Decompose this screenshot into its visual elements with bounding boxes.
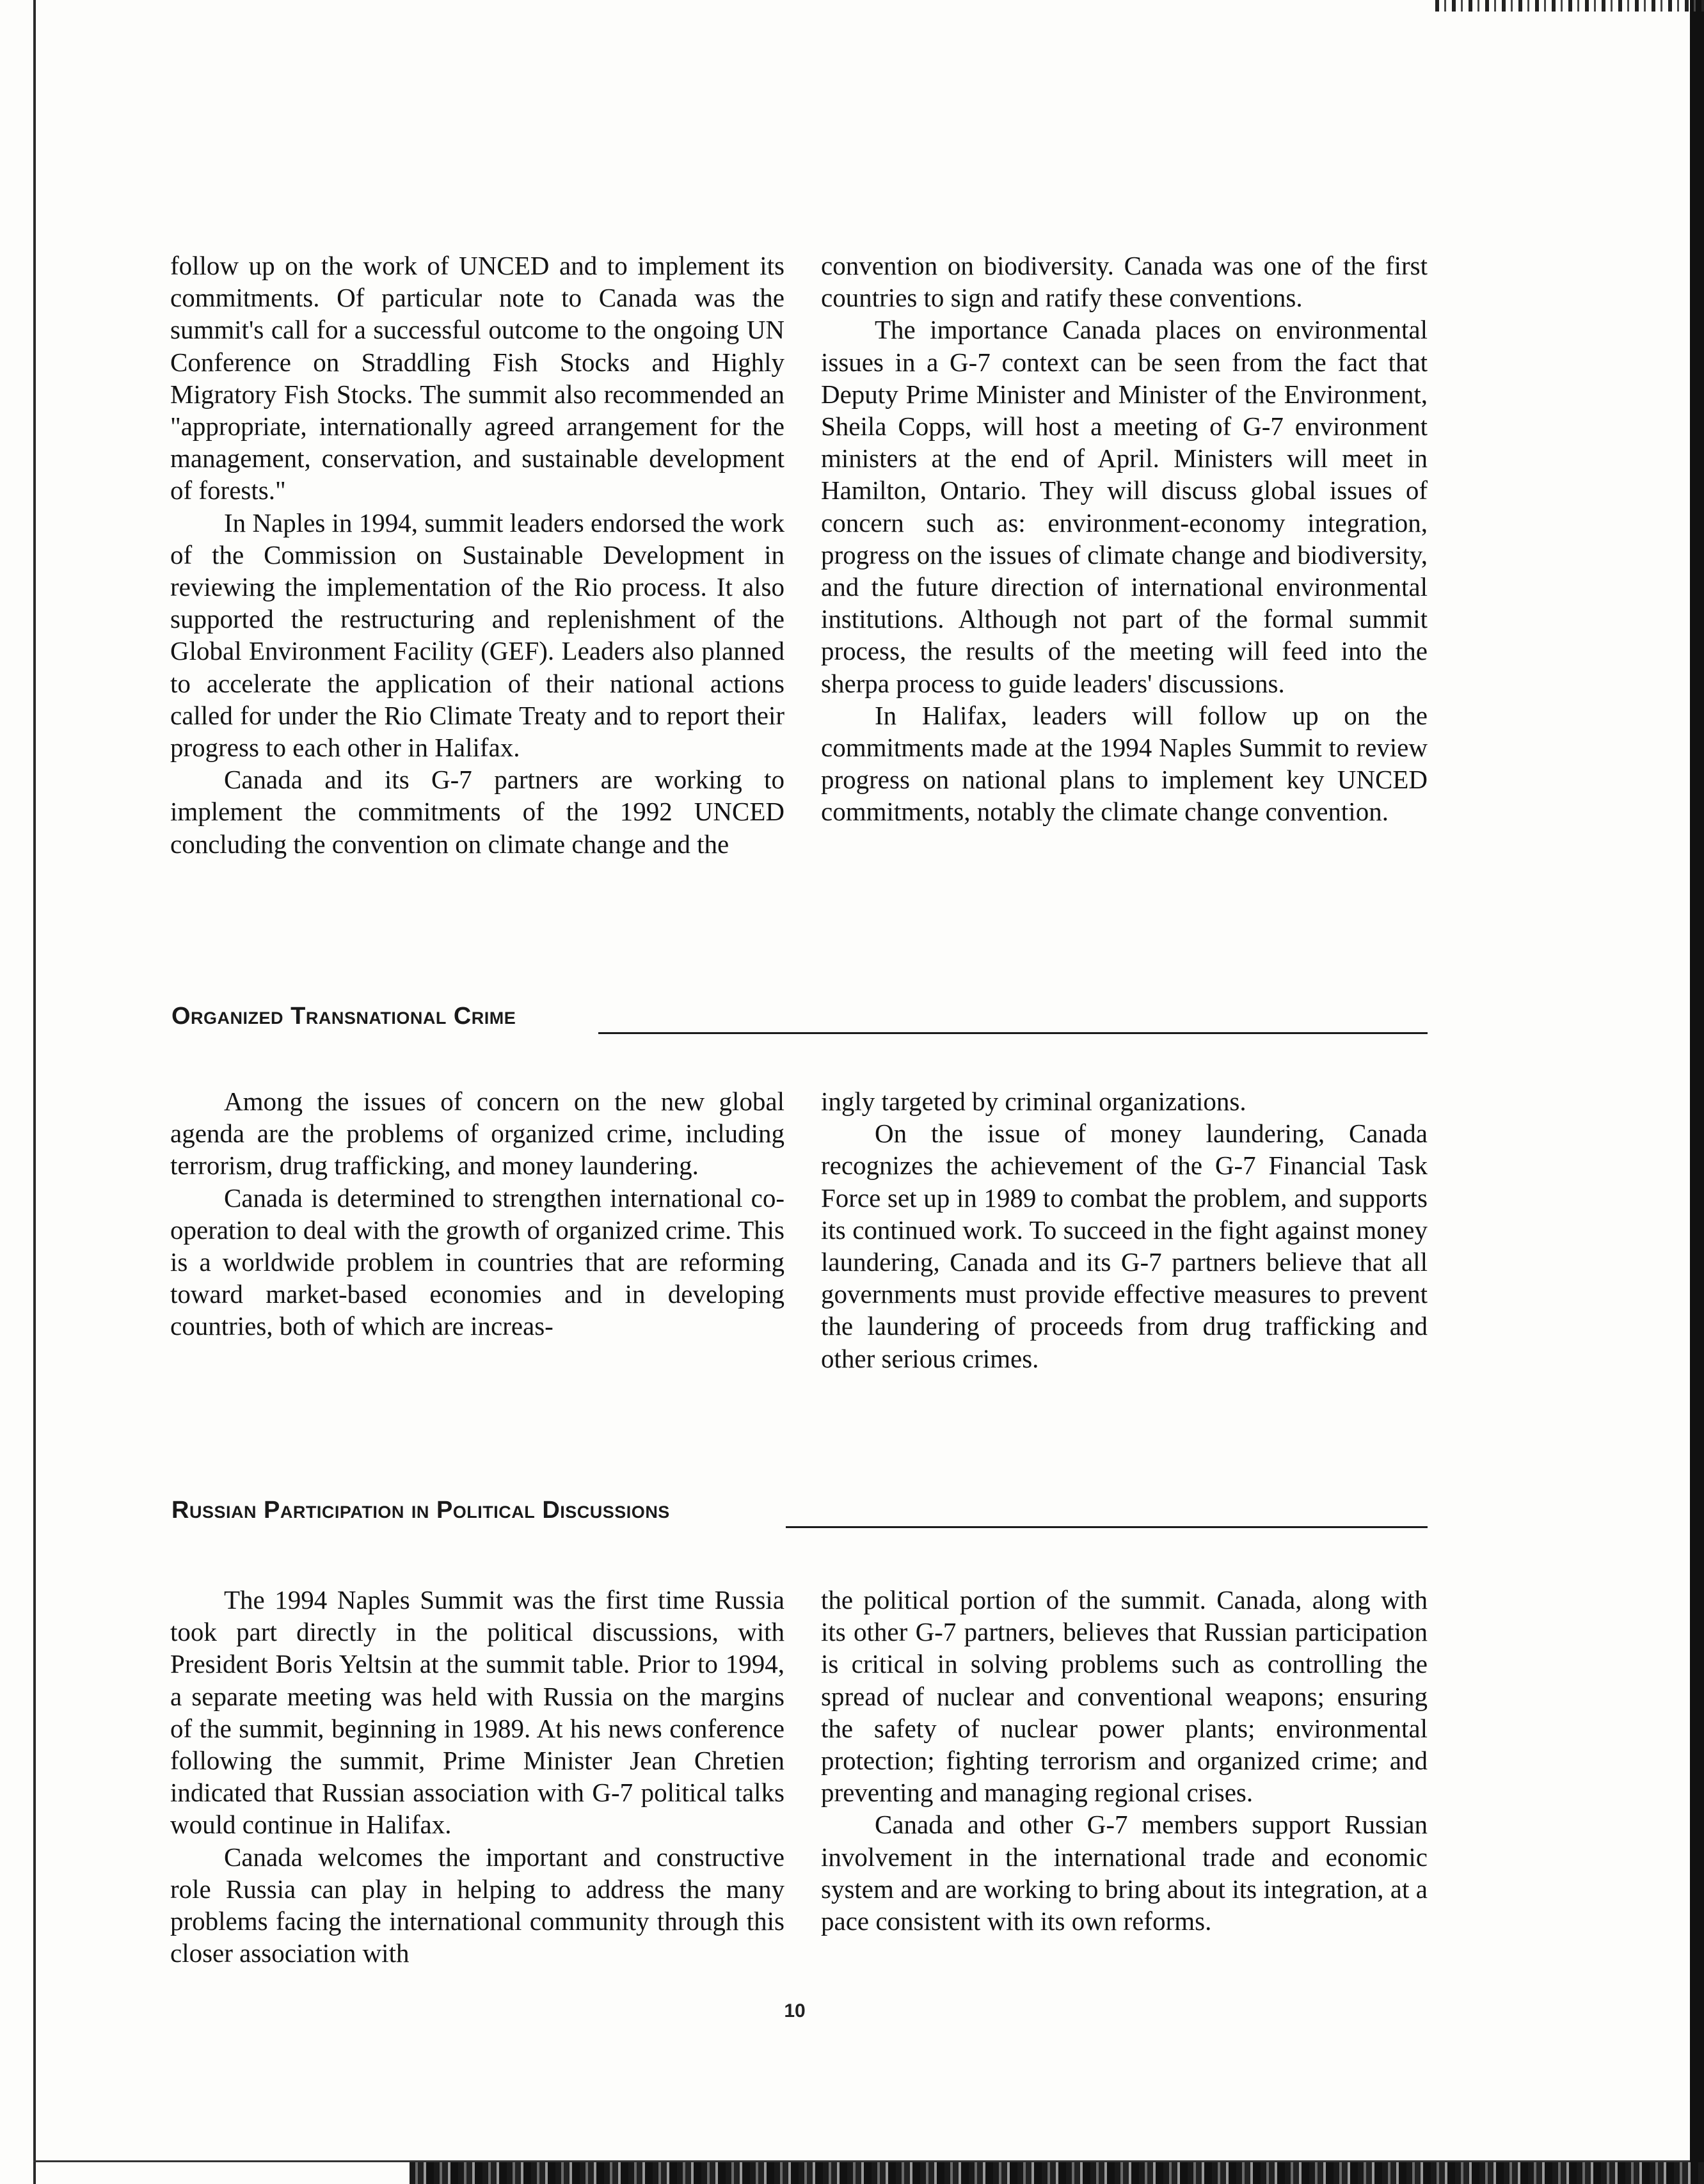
scan-right-edge [1690,0,1704,2184]
paragraph: Canada is determined to strengthen international co-operation to deal with the growth of organized crime. This is a worldwide problem in countries that are reforming toward market-based economies and in developing countries, both of which are increas- [170,1183,784,1341]
paragraph: convention on biodiversity. Canada was one of the first countries to sign and ratify these conventions. [821,251,1428,313]
intro-right-column [821,250,1428,828]
intro-left-column [170,250,784,860]
section-heading-rule [598,1032,1428,1034]
paragraph: follow up on the work of UNCED and to implement its commitments. Of particular note to Canada was the summit's call for a successful outcome to the ongoing UN Conference on Straddling Fish Stocks and Highly Migratory Fish Stocks. The summit also recommended an "appropriate, internationally agreed arrangement for the management, conservation, and sustainable development of forests." [170,251,784,506]
paragraph: Canada and other G-7 members support Russian involvement in the international trade and economic system and are working to bring about its integration, at a pace consistent with its own reforms. [821,1810,1428,1936]
scan-left-margin-line [33,0,36,2184]
page-number: 10 [784,2000,806,2021]
russia-right-column [821,1584,1428,1937]
paragraph: In Naples in 1994, summit leaders endorsed the work of the Commission on Sustainable Development in reviewing the implementation of the Rio process. It also supported the restructuring and replenishment of the Global Environment Facility (GEF). Leaders also planned to accelerate the application of their national actions called for under the Rio Climate Treaty and to report their progress to each other in Halifax. [170,507,784,763]
scan-bottom-noise [410,2162,1704,2184]
crime-right-column [821,1085,1428,1375]
paragraph: The importance Canada places on environmental issues in a G-7 context can be seen from the fact that Deputy Prime Minister and Minister of the Environment, Sheila Copps, will host a meeting of G-7 environment ministers at the end of April. Ministers will meet in Hamilton, Ontario. They will discuss global issues of concern such as: environment-economy integration, progress on the issues of climate change and biodiversity, and the future direction of international environmental institutions. Although not part of the formal summit process, the results of the meeting will feed into the sherpa process to guide leaders' discussions. [821,315,1428,698]
section-heading-rule [786,1526,1428,1528]
paragraph: Among the issues of concern on the new global agenda are the problems of organized crime, including terrorism, drug trafficking, and money laundering. [170,1087,784,1181]
section-heading-russia: Russian Participation in Political Discussions [171,1497,670,1524]
russia-left-column [170,1584,784,1969]
paragraph: The 1994 Naples Summit was the first time Russia took part directly in the political discussions, with President Boris Yeltsin at the summit table. Prior to 1994, a separate meeting was held with Russia on the margins of the summit, beginning in 1989. At his news conference following the summit, Prime Minister Jean Chretien indicated that Russian association with G-7 political talks would continue in Halifax. [170,1585,784,1840]
paragraph: ingly targeted by criminal organizations. [821,1087,1246,1116]
crime-left-column [170,1085,784,1343]
paragraph: Canada and its G-7 partners are working to implement the commitments of the 1992 UNCED concluding the convention on climate change and the [170,765,784,859]
scan-top-noise [1435,0,1704,12]
paragraph: Canada welcomes the important and constructive role Russia can play in helping to address the many problems facing the international community through this closer association with [170,1842,784,1968]
section-heading-crime: Organized Transnational Crime [171,1003,516,1030]
paragraph: On the issue of money laundering, Canada recognizes the achievement of the G-7 Financial Task Force set up in 1989 to combat the problem, and supports its continued work. To succeed in the fight against money laundering, Canada and its G-7 partners believe that all governments must provide effective measures to prevent the laundering of proceeds from drug trafficking and other serious crimes. [821,1119,1428,1373]
paragraph: In Halifax, leaders will follow up on the commitments made at the 1994 Naples Summit to review progress on national plans to implement key UNCED commitments, notably the climate change convention. [821,700,1428,827]
paragraph: the political portion of the summit. Canada, along with its other G-7 partners, believes that Russian participation is critical in solving problems such as controlling the spread of nuclear and conventional weapons; ensuring the safety of nuclear power plants; environmental protection; fighting terrorism and organized crime; and preventing and managing regional crises. [821,1585,1428,1808]
